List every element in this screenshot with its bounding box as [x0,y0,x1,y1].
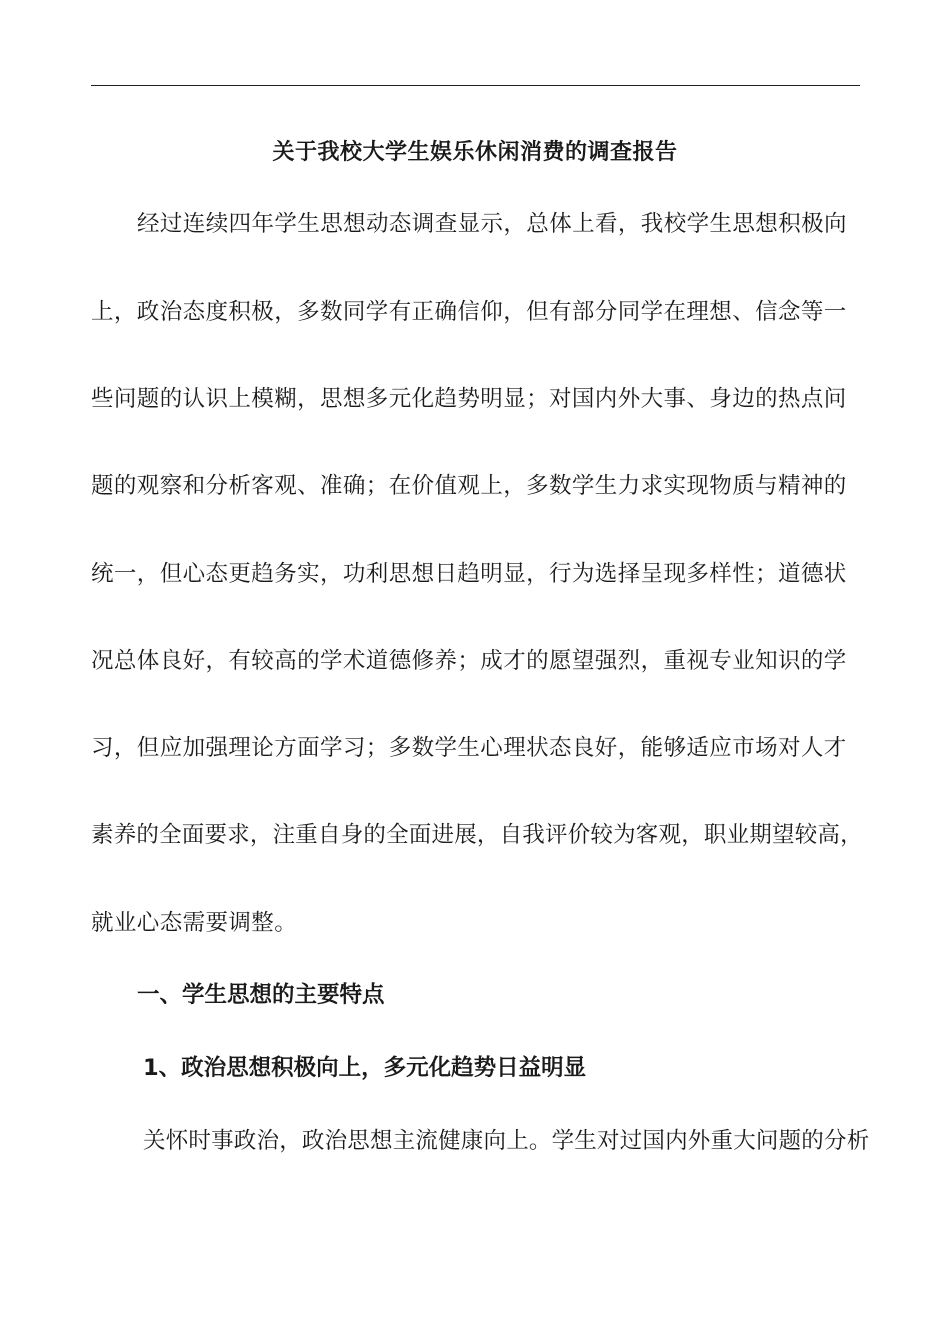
intro-line-9: 就业心态需要调整。 [91,910,298,936]
section-heading: 一、学生思想的主要特点 [137,982,385,1008]
intro-line-2: 上，政治态度积极，多数同学有正确信仰，但有部分同学在理想、信念等一 [91,299,847,325]
intro-line-3: 些问题的认识上模糊，思想多元化趋势明显；对国内外大事、身边的热点问 [91,386,847,412]
intro-line-7: 习，但应加强理论方面学习；多数学生心理状态良好，能够适应市场对人才 [91,735,847,761]
subsection-heading: 1、政治思想积极向上，多元化趋势日益明显 [143,1055,587,1081]
intro-line-1: 经过连续四年学生思想动态调查显示，总体上看，我校学生思想积极向 [137,211,847,237]
intro-line-5: 统一，但心态更趋务实，功利思想日趋明显，行为选择呈现多样性；道德状 [91,561,847,587]
header-rule [91,85,860,86]
intro-line-8: 素养的全面要求，注重自身的全面进展，自我评价较为客观，职业期望较高， [91,822,863,848]
intro-line-4: 题的观察和分析客观、准确；在价值观上，多数学生力求实现物质与精神的 [91,473,847,499]
intro-line-6: 况总体良好，有较高的学术道德修养；成才的愿望强烈，重视专业知识的学 [91,648,847,674]
subsection-paragraph-line-1: 关怀时事政治，政治思想主流健康向上。学生对过国内外重大问题的分析 [143,1128,870,1154]
document-title: 关于我校大学生娱乐休闲消费的调查报告 [272,140,678,165]
